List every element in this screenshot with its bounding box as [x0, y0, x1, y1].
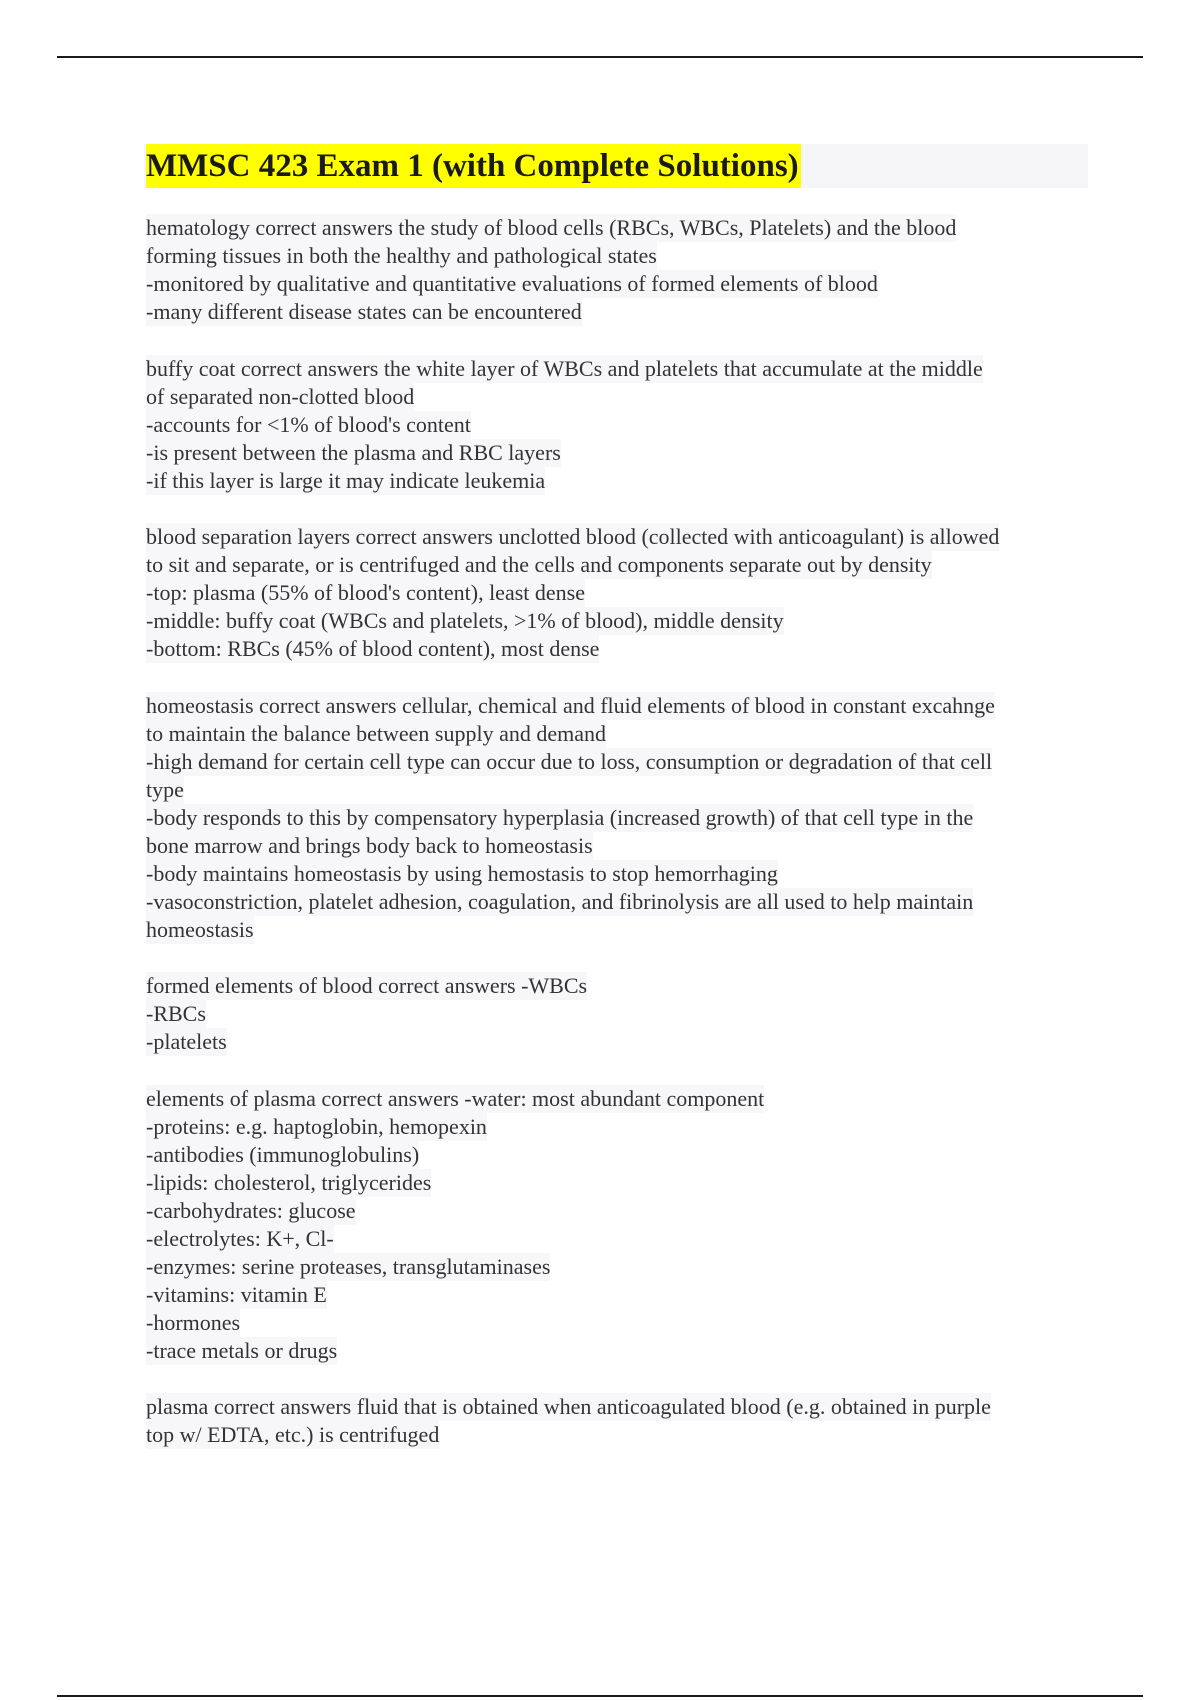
entry-line: -proteins: e.g. haptoglobin, hemopexin: [146, 1113, 487, 1139]
document-title: MMSC 423 Exam 1 (with Complete Solutions): [146, 144, 801, 188]
entry-line: hematology correct answers the study of blood cells (RBCs, WBCs, Platelets) and the blood: [146, 215, 957, 240]
entry-line: buffy coat correct answers the white layer of WBCs and platelets that accumulate at the middle: [146, 355, 983, 381]
entry-line: -accounts for <1% of blood's content: [146, 411, 471, 437]
entry-hematology: [146, 214, 1096, 326]
entry-line: -vasoconstriction, platelet adhesion, coagulation, and fibrinolysis are all used to help maintain: [146, 888, 974, 914]
entry-line: elements of plasma correct answers -water: most abundant component: [146, 1085, 765, 1111]
entry-line: -bottom: RBCs (45% of blood content), most dense: [146, 636, 600, 661]
entry-elements-of-plasma: [146, 1085, 1096, 1365]
entry-line: plasma correct answers fluid that is obtained when anticoagulated blood (e.g. obtained in purple: [146, 1394, 991, 1419]
entry-line: -vitamins: vitamin E: [146, 1281, 327, 1307]
entry-line: forming tissues in both the healthy and pathological states: [146, 243, 657, 268]
bottom-rule: [57, 1695, 1143, 1697]
entry-line: -trace metals or drugs: [146, 1337, 338, 1363]
entry-line: to sit and separate, or is centrifuged and the cells and components separate out by density: [146, 552, 932, 577]
entry-line: -middle: buffy coat (WBCs and platelets, >1% of blood), middle density: [146, 608, 784, 633]
entry-line: to maintain the balance between supply and demand: [146, 720, 607, 746]
entry-line: homeostasis: [146, 916, 254, 942]
entry-line: -electrolytes: K+, Cl-: [146, 1225, 334, 1251]
entry-line: formed elements of blood correct answers -WBCs: [146, 973, 588, 998]
entry-line: -lipids: cholesterol, triglycerides: [146, 1169, 432, 1195]
entry-line: -is present between the plasma and RBC layers: [146, 439, 561, 465]
entry-buffy-coat: [146, 355, 1096, 495]
entry-plasma: [146, 1393, 1096, 1449]
entry-line: -RBCs: [146, 1001, 206, 1026]
entry-line: homeostasis correct answers cellular, chemical and fluid elements of blood in constant excahnge: [146, 692, 995, 718]
entry-line: of separated non-clotted blood: [146, 383, 415, 409]
top-rule: [57, 56, 1143, 58]
entry-blood-separation-layers: [146, 523, 1096, 663]
entry-formed-elements: [146, 972, 1096, 1056]
entry-homeostasis: [146, 692, 1096, 944]
document-body: [146, 214, 1096, 1478]
entry-line: -hormones: [146, 1309, 241, 1335]
entry-line: -monitored by qualitative and quantitative evaluations of formed elements of blood: [146, 271, 878, 296]
entry-line: -body maintains homeostasis by using hemostasis to stop hemorrhaging: [146, 860, 778, 886]
entry-line: -if this layer is large it may indicate leukemia: [146, 467, 546, 493]
entry-line: -carbohydrates: glucose: [146, 1197, 356, 1223]
entry-line: bone marrow and brings body back to homeostasis: [146, 832, 593, 858]
entry-line: -enzymes: serine proteases, transglutaminases: [146, 1253, 551, 1279]
entry-line: -antibodies (immunoglobulins): [146, 1141, 420, 1167]
entry-line: -top: plasma (55% of blood's content), least dense: [146, 580, 585, 605]
entry-line: -many different disease states can be encountered: [146, 299, 582, 324]
entry-line: -body responds to this by compensatory hyperplasia (increased growth) of that cell type in the: [146, 804, 974, 830]
entry-line: -platelets: [146, 1029, 227, 1054]
entry-line: -high demand for certain cell type can occur due to loss, consumption or degradation of that cell: [146, 748, 993, 774]
entry-line: blood separation layers correct answers unclotted blood (collected with anticoagulant) is allowed: [146, 524, 1000, 549]
entry-line: top w/ EDTA, etc.) is centrifuged: [146, 1422, 440, 1447]
entry-line: type: [146, 776, 184, 802]
